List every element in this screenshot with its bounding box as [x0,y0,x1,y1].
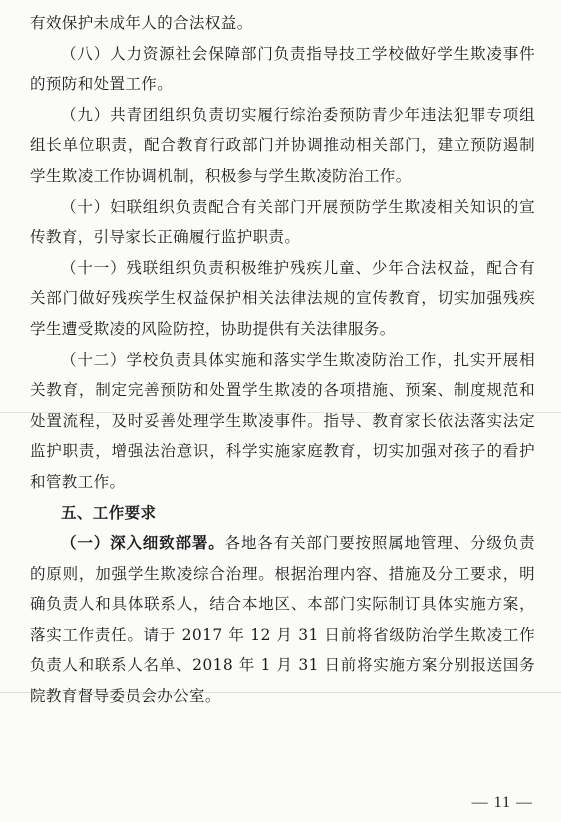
paragraph-text: （十二）学校负责具体实施和落实学生欺凌防治工作，扎实开展相关教育，制定完善预防和处置学生欺凌的各项措施、预案、制度规范和处置流程，及时妥善处理学生欺凌事件。指导、教育家长依法落实法定监护职责，增强法治意识，科学实施家庭教育，切实加强对孩子的看护和管教工作。 [30,350,535,491]
paragraph-continuation [30,8,535,39]
page-number: — 11 — [471,794,533,811]
paragraph-lead: （一）深入细致部署。 [61,534,225,553]
paragraph-item-10 [30,192,535,253]
paragraph-item-8 [30,39,535,100]
paragraph-item-9 [30,100,535,192]
paragraph-text: （八）人力资源社会保障部门负责指导技工学校做好学生欺凌事件的预防和处置工作。 [30,44,535,94]
paragraph-item-12 [30,345,535,498]
document-body [30,8,535,712]
paragraph-requirement-1 [30,528,535,712]
paragraph-text: （十）妇联组织负责配合有关部门开展预防学生欺凌相关知识的宣传教育，引导家长正确履行监护职责。 [30,197,535,247]
section-heading [30,498,535,529]
paragraph-text: （九）共青团组织负责切实履行综治委预防青少年违法犯罪专项组组长单位职责，配合教育行政部门并协调推动相关部门，建立预防遏制学生欺凌工作协调机制，积极参与学生欺凌防治工作。 [30,105,535,185]
paragraph-text: 有效保护未成年人的合法权益。 [30,14,253,32]
section-heading-text: 五、工作要求 [61,503,157,522]
paragraph-item-11 [30,253,535,345]
paragraph-text: 各地各有关部门要按照属地管理、分级负责的原则，加强学生欺凌综合治理。根据治理内容、措施及分工要求，明确负责人和具体联系人，结合本地区、本部门实际制订具体实施方案，落实工作责任。请于 2017 年 12 月 31 日前将省级防治学生欺凌工作负责人和联系人名单、2018 年 1 月 31 日前将实施方案分别报送国务院教育督导委员会办公室。 [30,534,535,706]
paragraph-text: （十一）残联组织负责积极维护残疾儿童、少年合法权益，配合有关部门做好残疾学生权益保护相关法律法规的宣传教育，切实加强残疾学生遭受欺凌的风险防控，协助提供有关法律服务。 [30,258,535,338]
